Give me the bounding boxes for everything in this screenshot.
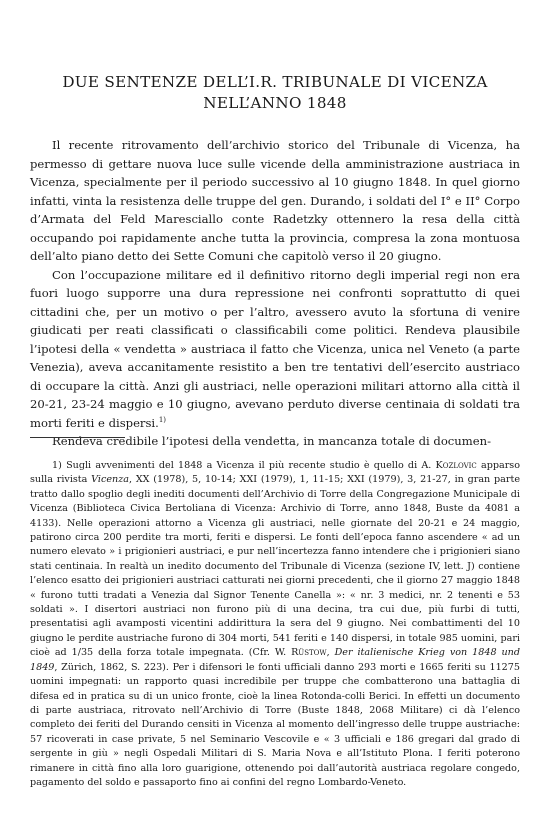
footnote-journal: Vicenza — [91, 474, 130, 486]
paragraph-1 — [30, 136, 520, 266]
title-line-1: DUE SENTENZE DELL’I.R. TRIBUNALE DI VICENZA — [62, 73, 488, 91]
footnote-separator — [30, 437, 125, 438]
paragraph-2-text: Con l’occupazione militare ed il definitivo ritorno degli imperial regi non era fuori luogo supporre una dura repressione nei confronti soprattutto di quei cittadini che, per un motivo o per l’altro, avessero avuto la sfortuna di venire giudicati per reati classificati o classificabili come politici. Rendeva plausibile l’ipotesi della « vendetta » austriaca il fatto che Vicenza, unica nel Veneto (a parte Venezia), aveva accanitamente resistito a ben tre tentativi dell’esercito austriaco di occupare la città. Anzi gli austriaci, nelle operazioni militari attorno alla città il 20-21, 23-24 maggio e 10 giugno, avevano perduto diverse centinaia di soldati tra morti feriti e dispersi. — [30, 267, 520, 430]
footnote-reference: 1) — [158, 415, 167, 424]
footnotes — [30, 459, 520, 790]
footnote-author-2: Rüstow — [291, 647, 327, 659]
footnote-text-5: , Zürich, 1862, S. 223). Per i difensori le fonti ufficiali danno 293 morti e 1665 feriti su 11275 uomini impegnati: un rapporto quasi incredibile per truppe che combatterono una battaglia di difesa ed in pratica su di un unico fronte, cioè la linea Rotonda-colli Berici. In effetti un documento di parte austriaca, ritrovato nell’Archivio di Torre (Buste 1848, 2068 Militare) ci dà l’elenco completo dei feriti del Durando censiti in Vicenza al momento dell’ingresso delle truppe austriache: 57 ricoverati in case private, 5 nel Seminario Vescovile e « 3 ufficiali e 186 gregari dal grado di sergente in giù » negli Ospedali Militari di S. Maria Nova e all’Istituto Plona. I feriti poterono rimanere in città fino alla loro guarigione, ottenendo poi dall’autorità austriaca regolare congedo, pagamento del soldo e passaporto fino ai confini del regno Lombardo-Veneto. — [30, 661, 520, 788]
paragraph-3 — [30, 432, 520, 451]
footnote-text-2: apparso sulla rivista — [30, 460, 520, 486]
footnote-text-3: , XX (1978), 5, 10-14; XXI (1979), 1, 11-15; XXI (1979), 3, 21-27, in gran parte tratto dallo spoglio degli inediti documenti dell’Archivio di Torre della Congregazione Municipale di Vicenza (Biblioteca Civica Bertoliana di Vicenza: Archivio di Torre, anno 1848, Buste da 4081 a 4133). Nelle operazioni attorno a Vicenza gli austriaci, nelle giornate del 20-21 e 24 maggio, patirono circa 200 perdite tra morti, feriti e dispersi. Le fonti dell’epoca fanno ascendere « ad un numero elevato » i prigionieri austriaci, e pur nell’incertezza fanno intendere che i prigionieri siano stati centinaia. In realtà un inedito documento del Tribunale di Vicenza (sezione IV, lett. J) contiene l’elenco esatto dei prigionieri austriaci catturati nei giorni precedenti, che il giorno 27 maggio 1848 « furono tutti tradati a Venezia dal Signor Tenente Canella »: « nr. 3 medici, nr. 2 tenenti e 53 soldati ». I disertori austriaci non furono più di una decina, tra cui due, più furbi di tutti, presentatisi agli avamposti vicentini addirittura la sera del 9 giugno. Nei combattimenti del 10 giugno le perdite austriache furono di 304 morti, 541 feriti e 140 dispersi, in totale 985 uomini, pari cioè ad 1/35 della forza totale impegnata. (Cfr. W. — [30, 474, 520, 659]
paragraph-3-text: Rendeva credibile l’ipotesi della vendetta, in mancanza totale di documen- — [52, 434, 492, 448]
footnote-author-1: Kozlovic — [435, 460, 477, 471]
title-line-2: NELL’ANNO 1848 — [203, 94, 347, 112]
footnote-text-1: Sugli avvenimenti del 1848 a Vicenza il più recente studio è quello di A. — [66, 460, 436, 471]
footnote-book: Der italienische Krieg von 1848 und 1849 — [30, 647, 520, 673]
paragraph-2 — [30, 266, 520, 433]
page-title — [30, 72, 520, 114]
footnote-text-4: , — [326, 647, 335, 659]
body-text — [30, 136, 520, 451]
paragraph-1-text: Il recente ritrovamento dell’archivio storico del Tribunale di Vicenza, ha permesso di gettare nuova luce sulle vicende della amministrazione austriaca in Vicenza, specialmente per il periodo successivo al 10 giugno 1848. In quel giorno infatti, vinta la resistenza delle truppe del gen. Durando, i soldati del I° e II° Corpo d’Armata del Feld Maresciallo conte Radetzky ottennero la resa della città occupando poi rapidamente anche tutta la provincia, compresa la zona montuosa dell’alto piano detto dei Sette Comuni che capitolò verso il 20 giugno. — [30, 138, 520, 263]
footnote-marker: 1) — [52, 460, 62, 471]
footnote-1 — [30, 459, 520, 790]
